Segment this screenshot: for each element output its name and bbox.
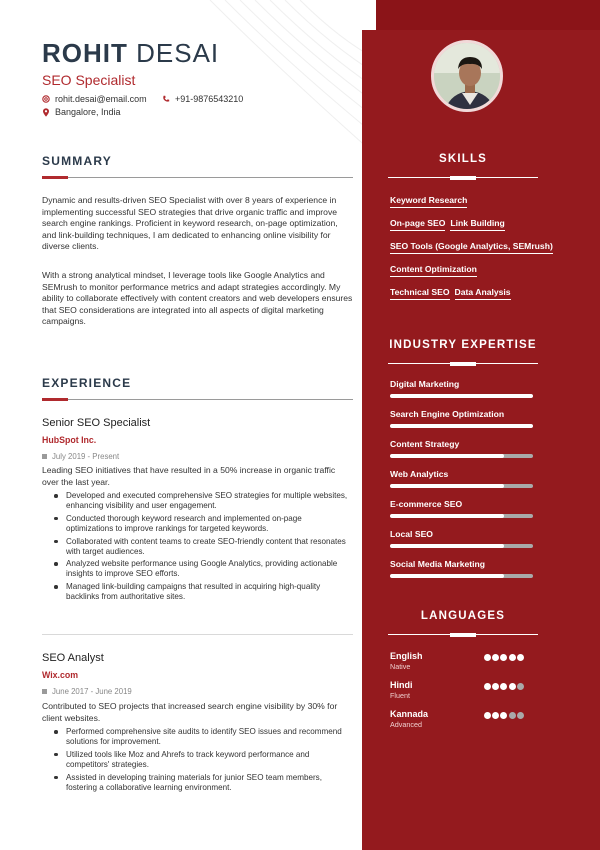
- expertise-bar-fill: [390, 424, 533, 428]
- expertise-bar: [390, 544, 533, 548]
- rating-dot: [484, 654, 491, 661]
- expertise-label: Content Strategy: [390, 439, 460, 449]
- expertise-list: [390, 379, 533, 589]
- expertise-bar: [390, 454, 533, 458]
- job-2-dates-text: June 2017 - June 2019: [52, 687, 132, 696]
- expertise-label: E-commerce SEO: [390, 499, 463, 509]
- expertise-divider: [388, 363, 538, 364]
- skill-tag: Link Building: [450, 218, 504, 231]
- expertise-label: Social Media Marketing: [390, 559, 486, 569]
- phone-contact[interactable]: [162, 94, 243, 104]
- skill-tag: On-page SEO: [390, 218, 445, 231]
- email-text: rohit.desai@email.com: [55, 94, 147, 104]
- language-item: [390, 651, 540, 680]
- rating-dot: [492, 683, 499, 690]
- language-name: Hindi: [390, 680, 413, 690]
- job-1-bullets: [54, 491, 350, 605]
- skill-row: [390, 195, 560, 208]
- expertise-bar-fill: [390, 514, 504, 518]
- job-1-summary: Leading SEO initiatives that have resulted in a 50% increase in organic traffic over the last year.: [42, 465, 336, 487]
- expertise-item: [390, 409, 533, 428]
- summary-divider: [42, 177, 353, 178]
- expertise-bar: [390, 484, 533, 488]
- expertise-bar-fill: [390, 454, 504, 458]
- expertise-item: [390, 379, 533, 398]
- rating-dot: [509, 712, 516, 719]
- location-pin-icon: [42, 108, 50, 117]
- email-contact[interactable]: [42, 94, 147, 104]
- rating-dot: [517, 683, 524, 690]
- job-2-summary: Contributed to SEO projects that increased search engine visibility by 30% for client websites.: [42, 701, 338, 723]
- job-1-title: Senior SEO Specialist: [42, 417, 151, 429]
- list-item: Managed link-building campaigns that resulted in acquiring high-quality backlinks from authoritative sites.: [54, 582, 350, 602]
- job-title-heading: SEO Specialist: [42, 72, 136, 88]
- rating-dot: [492, 654, 499, 661]
- rating-dot: [517, 712, 524, 719]
- expertise-bar-fill: [390, 484, 504, 488]
- list-item: Collaborated with content teams to create SEO-friendly content that resonates with target audiences.: [54, 537, 350, 557]
- job-1-dates-text: July 2019 - Present: [52, 452, 120, 461]
- job-2-bullets: [54, 727, 350, 795]
- expertise-item: [390, 499, 533, 518]
- experience-heading: EXPERIENCE: [42, 376, 132, 390]
- phone-text: +91-9876543210: [175, 94, 244, 104]
- expertise-bar-fill: [390, 544, 504, 548]
- skill-tag: Content Optimization: [390, 264, 477, 277]
- job-1-company: HubSpot Inc.: [42, 435, 97, 445]
- list-item: Assisted in developing training materials for junior SEO team members, fostering a collaborative learning environment.: [54, 773, 350, 793]
- rating-dot: [484, 712, 491, 719]
- rating-dot: [500, 683, 507, 690]
- job-2-company: Wix.com: [42, 670, 79, 680]
- location-text: Bangalore, India: [55, 107, 121, 117]
- expertise-bar: [390, 424, 533, 428]
- language-rating: [484, 654, 525, 661]
- language-name: Kannada: [390, 709, 429, 719]
- language-item: [390, 680, 540, 709]
- rating-dot: [500, 654, 507, 661]
- job-divider: [42, 634, 353, 635]
- rating-dot: [484, 683, 491, 690]
- languages-divider: [388, 634, 538, 635]
- expertise-bar: [390, 574, 533, 578]
- summary-heading: SUMMARY: [42, 154, 112, 168]
- skill-tag: Keyword Research: [390, 195, 467, 208]
- first-name: ROHIT: [42, 38, 128, 68]
- expertise-label: Search Engine Optimization: [390, 409, 505, 419]
- expertise-item: [390, 469, 533, 488]
- expertise-label: Digital Marketing: [390, 379, 460, 389]
- languages-heading: LANGUAGES: [420, 610, 506, 622]
- skill-tag: SEO Tools (Google Analytics, SEMrush): [390, 241, 553, 254]
- phone-icon: [162, 95, 170, 103]
- language-level: Advanced: [390, 720, 422, 729]
- skill-row: [390, 287, 560, 300]
- profile-photo: [431, 40, 503, 112]
- rating-dot: [517, 654, 524, 661]
- expertise-bar-fill: [390, 574, 504, 578]
- skills-divider: [388, 177, 538, 178]
- rating-dot: [509, 683, 516, 690]
- list-item: Conducted thorough keyword research and implemented on-page optimizations to improve rankings for targeted keywords.: [54, 514, 350, 534]
- skill-row: [390, 218, 560, 231]
- language-name: English: [390, 651, 423, 661]
- expertise-label: Local SEO: [390, 529, 433, 539]
- job-1-dates: [42, 452, 119, 461]
- skill-row: [390, 264, 560, 277]
- email-icon: [42, 95, 50, 103]
- expertise-item: [390, 559, 533, 578]
- expertise-bar: [390, 514, 533, 518]
- job-2-title: SEO Analyst: [42, 652, 104, 664]
- expertise-item: [390, 529, 533, 548]
- skills-list: [390, 195, 560, 310]
- expertise-bar-fill: [390, 394, 533, 398]
- language-rating: [484, 712, 525, 719]
- list-item: Utilized tools like Moz and Ahrefs to track keyword performance and competitors' strategies.: [54, 750, 350, 770]
- list-item: Performed comprehensive site audits to identify SEO issues and recommend solutions for improvement.: [54, 727, 350, 747]
- expertise-heading: INDUSTRY EXPERTISE: [389, 339, 537, 351]
- expertise-label: Web Analytics: [390, 469, 449, 479]
- last-name: DESAI: [136, 38, 220, 68]
- language-level: Fluent: [390, 691, 410, 700]
- calendar-icon: [42, 454, 47, 459]
- skill-row: [390, 241, 560, 254]
- list-item: Developed and executed comprehensive SEO strategies for multiple websites, enhancing visibility and user engagement.: [54, 491, 350, 511]
- language-rating: [484, 683, 525, 690]
- language-item: [390, 709, 540, 738]
- summary-paragraph-1: Dynamic and results-driven SEO Specialist with over 8 years of experience in implementing successful SEO strategies that drive organic traffic and improve search engine rankings. Proficient in keyword research, on-page optimization, and link-building techniques, I am dedicated to enhancing online visibility for diverse clients.: [42, 195, 338, 252]
- list-item: Analyzed website performance using Google Analytics, providing actionable insights to improve SEO efforts.: [54, 559, 350, 579]
- expertise-item: [390, 439, 533, 458]
- skill-tag: Data Analysis: [455, 287, 511, 300]
- calendar-icon: [42, 689, 47, 694]
- candidate-name: [42, 38, 219, 69]
- language-level: Native: [390, 662, 411, 671]
- rating-dot: [492, 712, 499, 719]
- expertise-bar: [390, 394, 533, 398]
- skill-tag: Technical SEO: [390, 287, 450, 300]
- rating-dot: [509, 654, 516, 661]
- skills-heading: SKILLS: [438, 153, 488, 165]
- summary-paragraph-2: With a strong analytical mindset, I leverage tools like Google Analytics and SEMrush to monitor performance metrics and adapt strategies accordingly. My ability to collaborate effectively with content creators and web developers ensures that SEO considerations are integrated into all aspects of digital marketing campaigns.: [42, 270, 353, 327]
- languages-list: [390, 651, 540, 738]
- location-contact: [42, 107, 121, 117]
- rating-dot: [500, 712, 507, 719]
- job-2-dates: [42, 687, 132, 696]
- experience-divider: [42, 399, 353, 400]
